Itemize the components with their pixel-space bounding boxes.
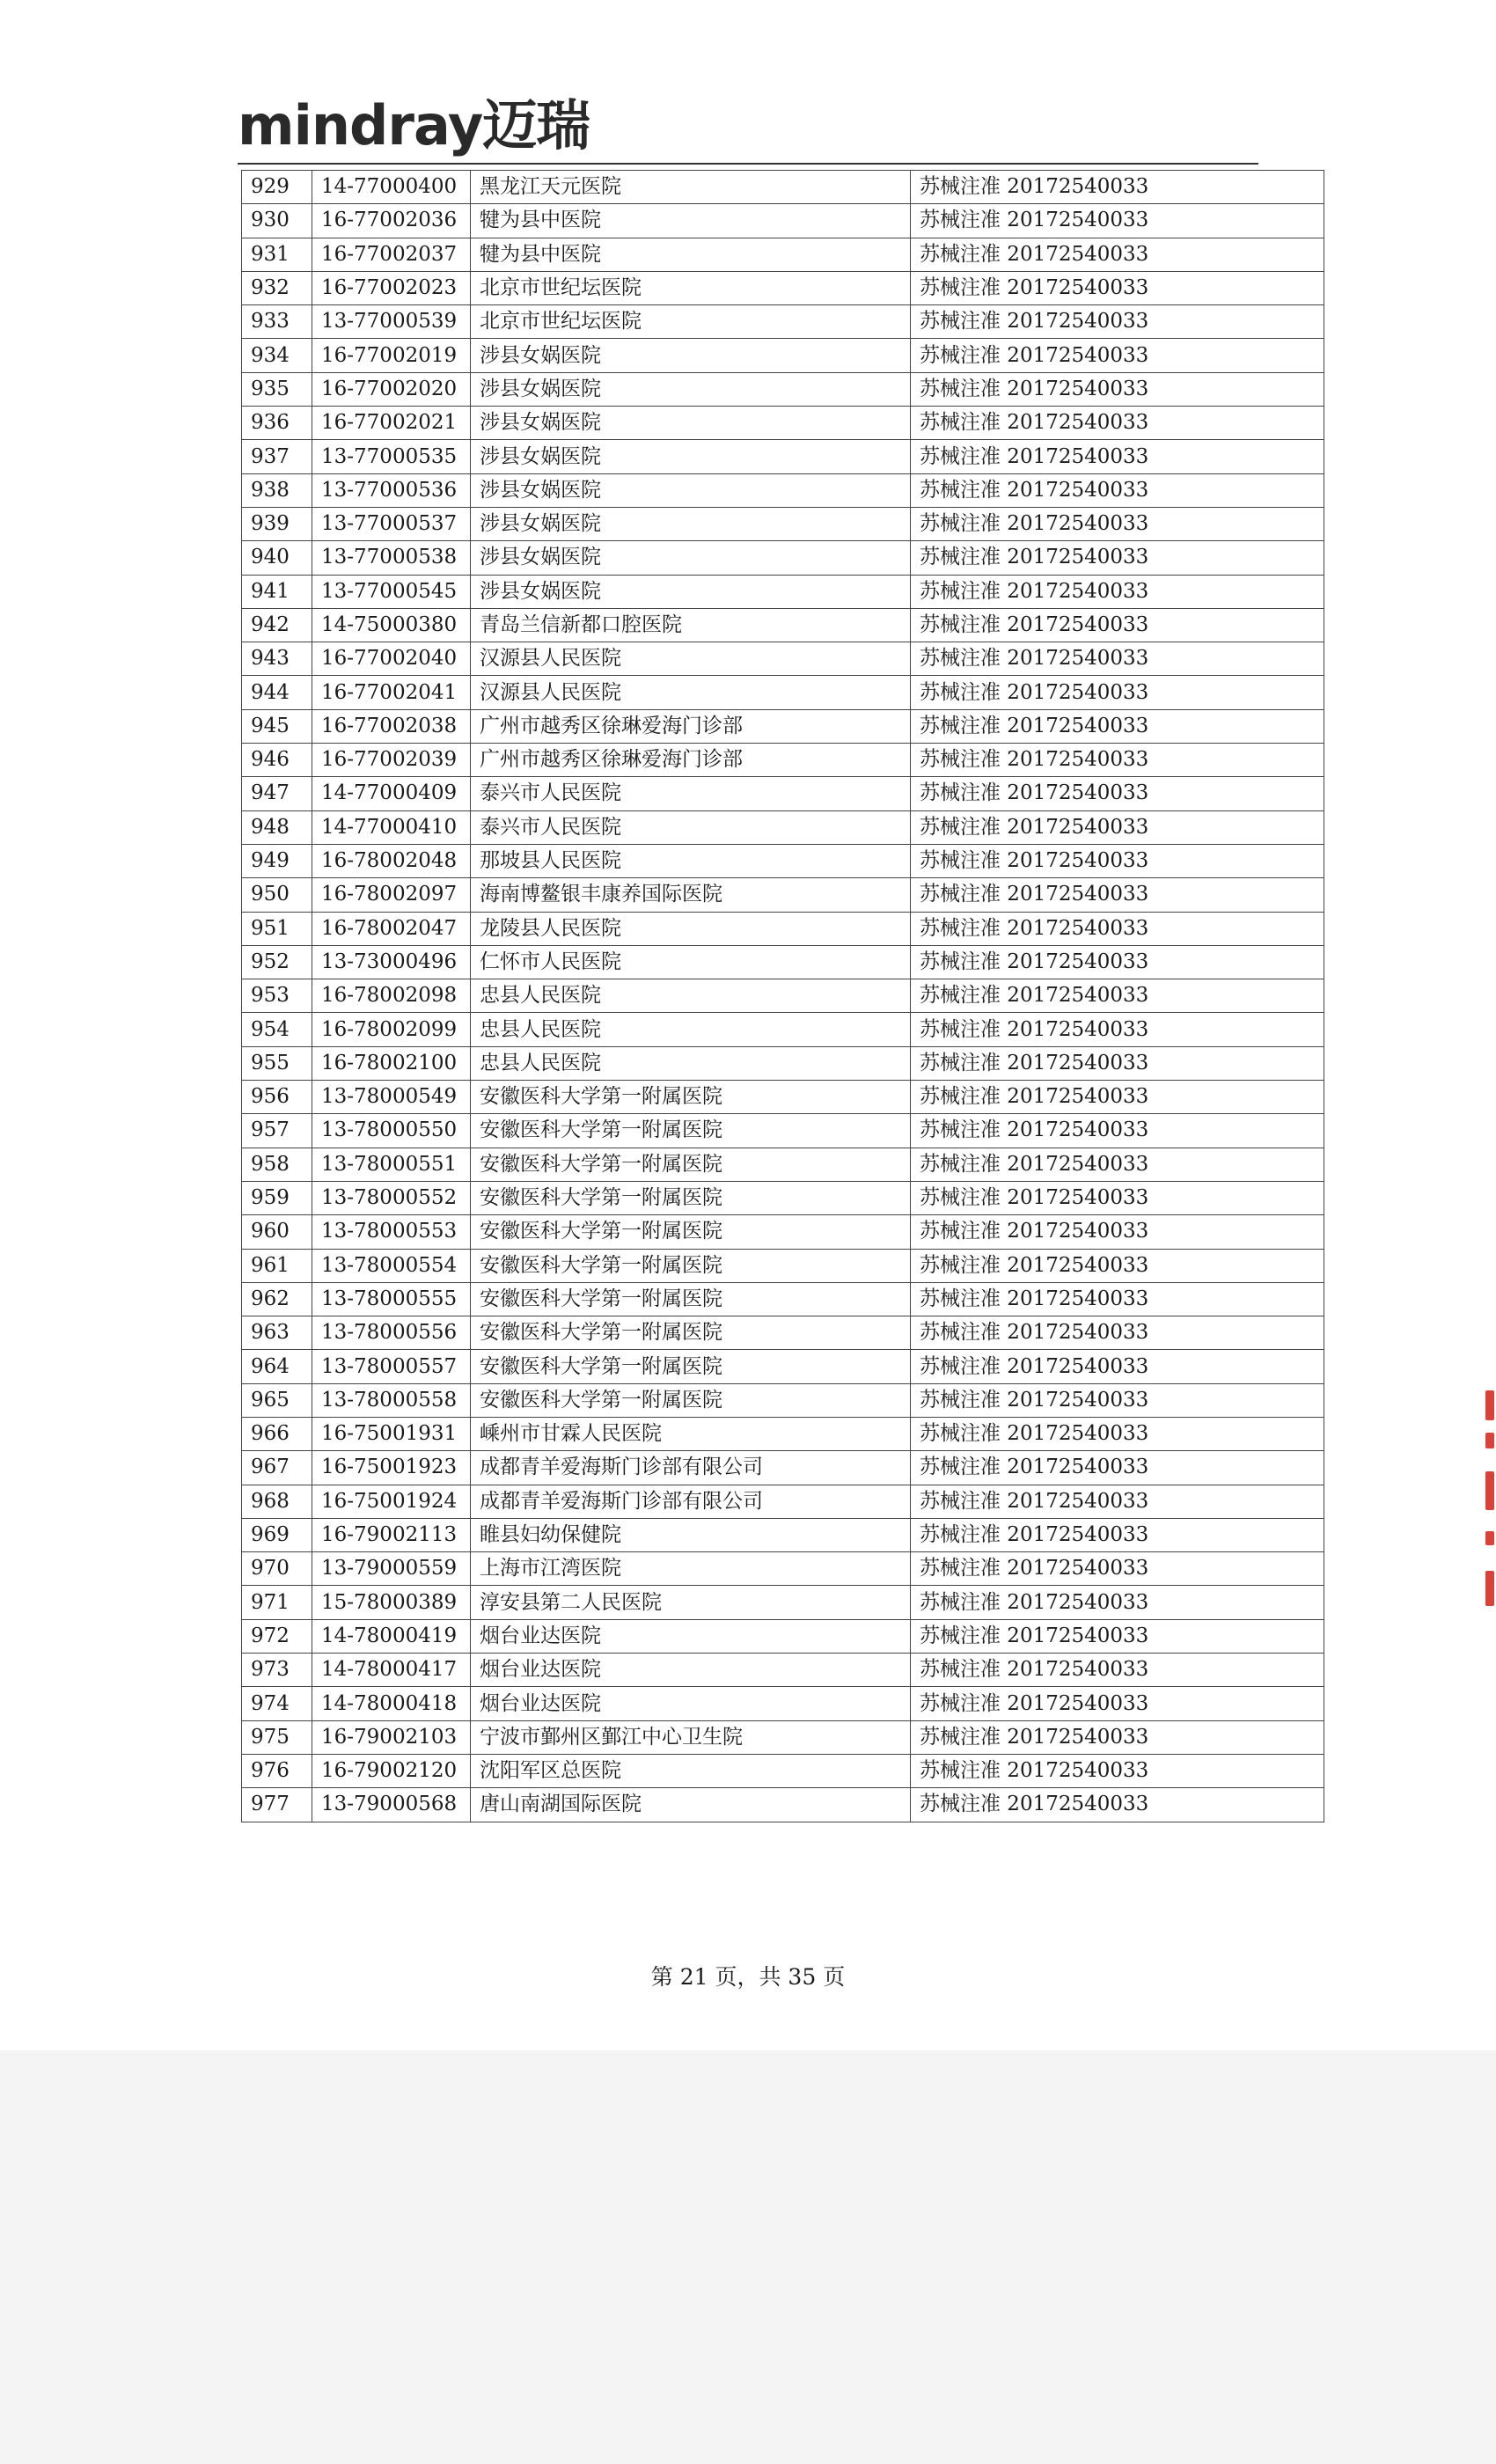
hospital-name: 安徽医科大学第一附属医院 — [471, 1114, 911, 1148]
table-row — [242, 1586, 1324, 1619]
hospital-name: 广州市越秀区徐琳爱海门诊部 — [471, 709, 911, 743]
hospital-name: 广州市越秀区徐琳爱海门诊部 — [471, 744, 911, 777]
serial-number: 15-78000389 — [312, 1586, 471, 1619]
row-index: 976 — [242, 1754, 312, 1787]
hospital-name: 淳安县第二人民医院 — [471, 1586, 911, 1619]
table-row — [242, 305, 1324, 339]
registration-number: 苏械注准 20172540033 — [911, 979, 1324, 1013]
row-index: 973 — [242, 1654, 312, 1687]
serial-number: 16-78002047 — [312, 912, 471, 945]
hospital-name: 沈阳军区总医院 — [471, 1754, 911, 1787]
table-row — [242, 709, 1324, 743]
table-body — [242, 171, 1324, 1822]
registration-number: 苏械注准 20172540033 — [911, 608, 1324, 642]
row-index: 931 — [242, 238, 312, 271]
registration-number: 苏械注准 20172540033 — [911, 1518, 1324, 1551]
row-index: 955 — [242, 1046, 312, 1080]
table-row — [242, 1181, 1324, 1214]
serial-number: 16-77002019 — [312, 339, 471, 372]
registration-number: 苏械注准 20172540033 — [911, 676, 1324, 709]
device-records-table — [241, 170, 1324, 1822]
serial-number: 13-78000550 — [312, 1114, 471, 1148]
table-row — [242, 1316, 1324, 1350]
hospital-name: 安徽医科大学第一附属医院 — [471, 1181, 911, 1214]
hospital-name: 涉县女娲医院 — [471, 473, 911, 507]
table-row — [242, 1383, 1324, 1417]
serial-number: 16-77002039 — [312, 744, 471, 777]
row-index: 929 — [242, 171, 312, 204]
hospital-name: 涉县女娲医院 — [471, 541, 911, 575]
row-index: 941 — [242, 575, 312, 608]
hospital-name: 宁波市鄞州区鄞江中心卫生院 — [471, 1720, 911, 1754]
registration-number: 苏械注准 20172540033 — [911, 575, 1324, 608]
serial-number: 16-77002040 — [312, 642, 471, 676]
serial-number: 14-78000418 — [312, 1687, 471, 1720]
row-index: 961 — [242, 1249, 312, 1282]
table-row — [242, 1451, 1324, 1485]
registration-number: 苏械注准 20172540033 — [911, 810, 1324, 844]
table-row — [242, 1148, 1324, 1181]
serial-number: 14-77000400 — [312, 171, 471, 204]
row-index: 974 — [242, 1687, 312, 1720]
table-row — [242, 1654, 1324, 1687]
table-row — [242, 1552, 1324, 1586]
row-index: 933 — [242, 305, 312, 339]
row-index: 952 — [242, 945, 312, 979]
registration-number: 苏械注准 20172540033 — [911, 777, 1324, 810]
hospital-name: 上海市江湾医院 — [471, 1552, 911, 1586]
registration-number: 苏械注准 20172540033 — [911, 1754, 1324, 1787]
row-index: 940 — [242, 541, 312, 575]
row-index: 946 — [242, 744, 312, 777]
hospital-name: 涉县女娲医院 — [471, 507, 911, 540]
table-row — [242, 1282, 1324, 1316]
table-row — [242, 1114, 1324, 1148]
registration-number: 苏械注准 20172540033 — [911, 271, 1324, 304]
registration-number: 苏械注准 20172540033 — [911, 1316, 1324, 1350]
row-index: 958 — [242, 1148, 312, 1181]
hospital-name: 汉源县人民医院 — [471, 642, 911, 676]
hospital-name: 青岛兰信新都口腔医院 — [471, 608, 911, 642]
table-row — [242, 810, 1324, 844]
registration-number: 苏械注准 20172540033 — [911, 744, 1324, 777]
row-index: 943 — [242, 642, 312, 676]
registration-number: 苏械注准 20172540033 — [911, 844, 1324, 877]
serial-number: 13-78000555 — [312, 1282, 471, 1316]
registration-number: 苏械注准 20172540033 — [911, 204, 1324, 238]
registration-number: 苏械注准 20172540033 — [911, 1114, 1324, 1148]
table-row — [242, 1788, 1324, 1822]
serial-number: 13-78000549 — [312, 1081, 471, 1114]
hospital-name: 涉县女娲医院 — [471, 407, 911, 440]
table-row — [242, 1687, 1324, 1720]
hospital-name: 安徽医科大学第一附属医院 — [471, 1148, 911, 1181]
serial-number: 16-75001931 — [312, 1417, 471, 1450]
serial-number: 16-78002048 — [312, 844, 471, 877]
registration-number: 苏械注准 20172540033 — [911, 642, 1324, 676]
table-row — [242, 1215, 1324, 1249]
row-index: 936 — [242, 407, 312, 440]
hospital-name: 北京市世纪坛医院 — [471, 271, 911, 304]
table-row — [242, 979, 1324, 1013]
row-index: 977 — [242, 1788, 312, 1822]
registration-number: 苏械注准 20172540033 — [911, 1013, 1324, 1046]
serial-number: 13-77000535 — [312, 440, 471, 473]
hospital-name: 黑龙江天元医院 — [471, 171, 911, 204]
registration-number: 苏械注准 20172540033 — [911, 1081, 1324, 1114]
table-row — [242, 744, 1324, 777]
hospital-name: 忠县人民医院 — [471, 1046, 911, 1080]
table-row — [242, 372, 1324, 406]
registration-number: 苏械注准 20172540033 — [911, 1417, 1324, 1450]
serial-number: 13-78000556 — [312, 1316, 471, 1350]
table-row — [242, 945, 1324, 979]
serial-number: 14-78000419 — [312, 1619, 471, 1653]
serial-number: 16-77002021 — [312, 407, 471, 440]
hospital-name: 唐山南湖国际医院 — [471, 1788, 911, 1822]
registration-number: 苏械注准 20172540033 — [911, 709, 1324, 743]
row-index: 959 — [242, 1181, 312, 1214]
registration-number: 苏械注准 20172540033 — [911, 1619, 1324, 1653]
serial-number: 14-75000380 — [312, 608, 471, 642]
table-row — [242, 171, 1324, 204]
hospital-name: 汉源县人民医院 — [471, 676, 911, 709]
serial-number: 16-77002038 — [312, 709, 471, 743]
serial-number: 16-77002023 — [312, 271, 471, 304]
hospital-name: 涉县女娲医院 — [471, 440, 911, 473]
row-index: 934 — [242, 339, 312, 372]
serial-number: 13-77000539 — [312, 305, 471, 339]
hospital-name: 安徽医科大学第一附属医院 — [471, 1282, 911, 1316]
table-row — [242, 507, 1324, 540]
table-row — [242, 407, 1324, 440]
registration-number: 苏械注准 20172540033 — [911, 1788, 1324, 1822]
registration-number: 苏械注准 20172540033 — [911, 1215, 1324, 1249]
hospital-name: 安徽医科大学第一附属医院 — [471, 1249, 911, 1282]
hospital-name: 忠县人民医院 — [471, 979, 911, 1013]
hospital-name: 烟台业达医院 — [471, 1619, 911, 1653]
row-index: 964 — [242, 1350, 312, 1383]
serial-number: 16-78002100 — [312, 1046, 471, 1080]
registration-number: 苏械注准 20172540033 — [911, 541, 1324, 575]
registration-number: 苏械注准 20172540033 — [911, 912, 1324, 945]
mindray-logo: mindray迈瑞 — [238, 93, 590, 158]
serial-number: 14-77000410 — [312, 810, 471, 844]
table-row — [242, 844, 1324, 877]
hospital-name: 泰兴市人民医院 — [471, 810, 911, 844]
table-row — [242, 1754, 1324, 1787]
hospital-name: 安徽医科大学第一附属医院 — [471, 1081, 911, 1114]
hospital-name: 涉县女娲医院 — [471, 372, 911, 406]
serial-number: 16-77002037 — [312, 238, 471, 271]
serial-number: 13-79000559 — [312, 1552, 471, 1586]
serial-number: 13-78000551 — [312, 1148, 471, 1181]
registration-number: 苏械注准 20172540033 — [911, 1485, 1324, 1518]
table-row — [242, 473, 1324, 507]
table-row — [242, 676, 1324, 709]
serial-number: 13-73000496 — [312, 945, 471, 979]
row-index: 967 — [242, 1451, 312, 1485]
serial-number: 13-77000545 — [312, 575, 471, 608]
registration-number: 苏械注准 20172540033 — [911, 473, 1324, 507]
table-row — [242, 912, 1324, 945]
table-row — [242, 204, 1324, 238]
serial-number: 13-77000538 — [312, 541, 471, 575]
hospital-name: 涉县女娲医院 — [471, 339, 911, 372]
row-index: 951 — [242, 912, 312, 945]
table-row — [242, 1046, 1324, 1080]
row-index: 937 — [242, 440, 312, 473]
registration-number: 苏械注准 20172540033 — [911, 507, 1324, 540]
serial-number: 16-75001924 — [312, 1485, 471, 1518]
hospital-name: 成都青羊爱海斯门诊部有限公司 — [471, 1485, 911, 1518]
serial-number: 16-78002097 — [312, 878, 471, 912]
registration-number: 苏械注准 20172540033 — [911, 1654, 1324, 1687]
serial-number: 13-79000568 — [312, 1788, 471, 1822]
serial-number: 14-78000417 — [312, 1654, 471, 1687]
table-row — [242, 1013, 1324, 1046]
row-index: 954 — [242, 1013, 312, 1046]
row-index: 953 — [242, 979, 312, 1013]
table-row — [242, 541, 1324, 575]
hospital-name: 泰兴市人民医院 — [471, 777, 911, 810]
table-row — [242, 238, 1324, 271]
serial-number: 13-78000558 — [312, 1383, 471, 1417]
row-index: 947 — [242, 777, 312, 810]
row-index: 963 — [242, 1316, 312, 1350]
table-row — [242, 1417, 1324, 1450]
hospital-name: 嵊州市甘霖人民医院 — [471, 1417, 911, 1450]
registration-number: 苏械注准 20172540033 — [911, 440, 1324, 473]
serial-number: 16-77002036 — [312, 204, 471, 238]
row-index: 972 — [242, 1619, 312, 1653]
header-divider — [238, 163, 1258, 165]
hospital-name: 那坡县人民医院 — [471, 844, 911, 877]
table-row — [242, 1350, 1324, 1383]
hospital-name: 忠县人民医院 — [471, 1013, 911, 1046]
serial-number: 16-78002099 — [312, 1013, 471, 1046]
row-index: 960 — [242, 1215, 312, 1249]
hospital-name: 犍为县中医院 — [471, 204, 911, 238]
serial-number: 13-78000552 — [312, 1181, 471, 1214]
hospital-name: 睢县妇幼保健院 — [471, 1518, 911, 1551]
table-row — [242, 271, 1324, 304]
table-row — [242, 878, 1324, 912]
table-row — [242, 777, 1324, 810]
serial-number: 13-78000553 — [312, 1215, 471, 1249]
row-index: 949 — [242, 844, 312, 877]
table-row — [242, 1249, 1324, 1282]
registration-number: 苏械注准 20172540033 — [911, 1181, 1324, 1214]
hospital-name: 犍为县中医院 — [471, 238, 911, 271]
row-index: 969 — [242, 1518, 312, 1551]
registration-number: 苏械注准 20172540033 — [911, 1148, 1324, 1181]
row-index: 971 — [242, 1586, 312, 1619]
row-index: 932 — [242, 271, 312, 304]
row-index: 938 — [242, 473, 312, 507]
table-row — [242, 575, 1324, 608]
row-index: 939 — [242, 507, 312, 540]
row-index: 965 — [242, 1383, 312, 1417]
registration-number: 苏械注准 20172540033 — [911, 1451, 1324, 1485]
row-index: 945 — [242, 709, 312, 743]
registration-number: 苏械注准 20172540033 — [911, 1552, 1324, 1586]
row-index: 935 — [242, 372, 312, 406]
hospital-name: 龙陵县人民医院 — [471, 912, 911, 945]
table-row — [242, 1485, 1324, 1518]
hospital-name: 烟台业达医院 — [471, 1687, 911, 1720]
page-number: 第 21 页，共 35 页 — [650, 1964, 846, 1990]
registration-number: 苏械注准 20172540033 — [911, 171, 1324, 204]
hospital-name: 涉县女娲医院 — [471, 575, 911, 608]
registration-number: 苏械注准 20172540033 — [911, 878, 1324, 912]
serial-number: 13-77000537 — [312, 507, 471, 540]
registration-number: 苏械注准 20172540033 — [911, 305, 1324, 339]
registration-number: 苏械注准 20172540033 — [911, 1720, 1324, 1754]
row-index: 968 — [242, 1485, 312, 1518]
table-row — [242, 642, 1324, 676]
serial-number: 16-77002020 — [312, 372, 471, 406]
hospital-name: 烟台业达医院 — [471, 1654, 911, 1687]
serial-number: 13-77000536 — [312, 473, 471, 507]
row-index: 948 — [242, 810, 312, 844]
registration-number: 苏械注准 20172540033 — [911, 1046, 1324, 1080]
row-index: 957 — [242, 1114, 312, 1148]
registration-number: 苏械注准 20172540033 — [911, 1586, 1324, 1619]
registration-number: 苏械注准 20172540033 — [911, 1282, 1324, 1316]
table-row — [242, 1081, 1324, 1114]
hospital-name: 安徽医科大学第一附属医院 — [471, 1350, 911, 1383]
serial-number: 16-79002120 — [312, 1754, 471, 1787]
registration-number: 苏械注准 20172540033 — [911, 407, 1324, 440]
row-index: 944 — [242, 676, 312, 709]
row-index: 966 — [242, 1417, 312, 1450]
table-row — [242, 1518, 1324, 1551]
registration-number: 苏械注准 20172540033 — [911, 238, 1324, 271]
serial-number: 14-77000409 — [312, 777, 471, 810]
table-row — [242, 1619, 1324, 1653]
serial-number: 16-78002098 — [312, 979, 471, 1013]
table-row — [242, 339, 1324, 372]
registration-number: 苏械注准 20172540033 — [911, 1383, 1324, 1417]
row-index: 956 — [242, 1081, 312, 1114]
registration-number: 苏械注准 20172540033 — [911, 1249, 1324, 1282]
serial-number: 16-77002041 — [312, 676, 471, 709]
registration-number: 苏械注准 20172540033 — [911, 1350, 1324, 1383]
row-index: 930 — [242, 204, 312, 238]
hospital-name: 海南博鳌银丰康养国际医院 — [471, 878, 911, 912]
serial-number: 16-79002113 — [312, 1518, 471, 1551]
hospital-name: 安徽医科大学第一附属医院 — [471, 1383, 911, 1417]
seal-stamp-fragment — [1482, 1390, 1496, 1610]
row-index: 942 — [242, 608, 312, 642]
row-index: 970 — [242, 1552, 312, 1586]
table-row — [242, 1720, 1324, 1754]
hospital-name: 仁怀市人民医院 — [471, 945, 911, 979]
registration-number: 苏械注准 20172540033 — [911, 339, 1324, 372]
hospital-name: 安徽医科大学第一附属医院 — [471, 1215, 911, 1249]
registration-number: 苏械注准 20172540033 — [911, 945, 1324, 979]
registration-number: 苏械注准 20172540033 — [911, 1687, 1324, 1720]
row-index: 950 — [242, 878, 312, 912]
serial-number: 16-75001923 — [312, 1451, 471, 1485]
hospital-name: 安徽医科大学第一附属医院 — [471, 1316, 911, 1350]
hospital-name: 北京市世纪坛医院 — [471, 305, 911, 339]
registration-number: 苏械注准 20172540033 — [911, 372, 1324, 406]
row-index: 962 — [242, 1282, 312, 1316]
serial-number: 13-78000557 — [312, 1350, 471, 1383]
table-row — [242, 608, 1324, 642]
serial-number: 13-78000554 — [312, 1249, 471, 1282]
table-row — [242, 440, 1324, 473]
row-index: 975 — [242, 1720, 312, 1754]
hospital-name: 成都青羊爱海斯门诊部有限公司 — [471, 1451, 911, 1485]
serial-number: 16-79002103 — [312, 1720, 471, 1754]
